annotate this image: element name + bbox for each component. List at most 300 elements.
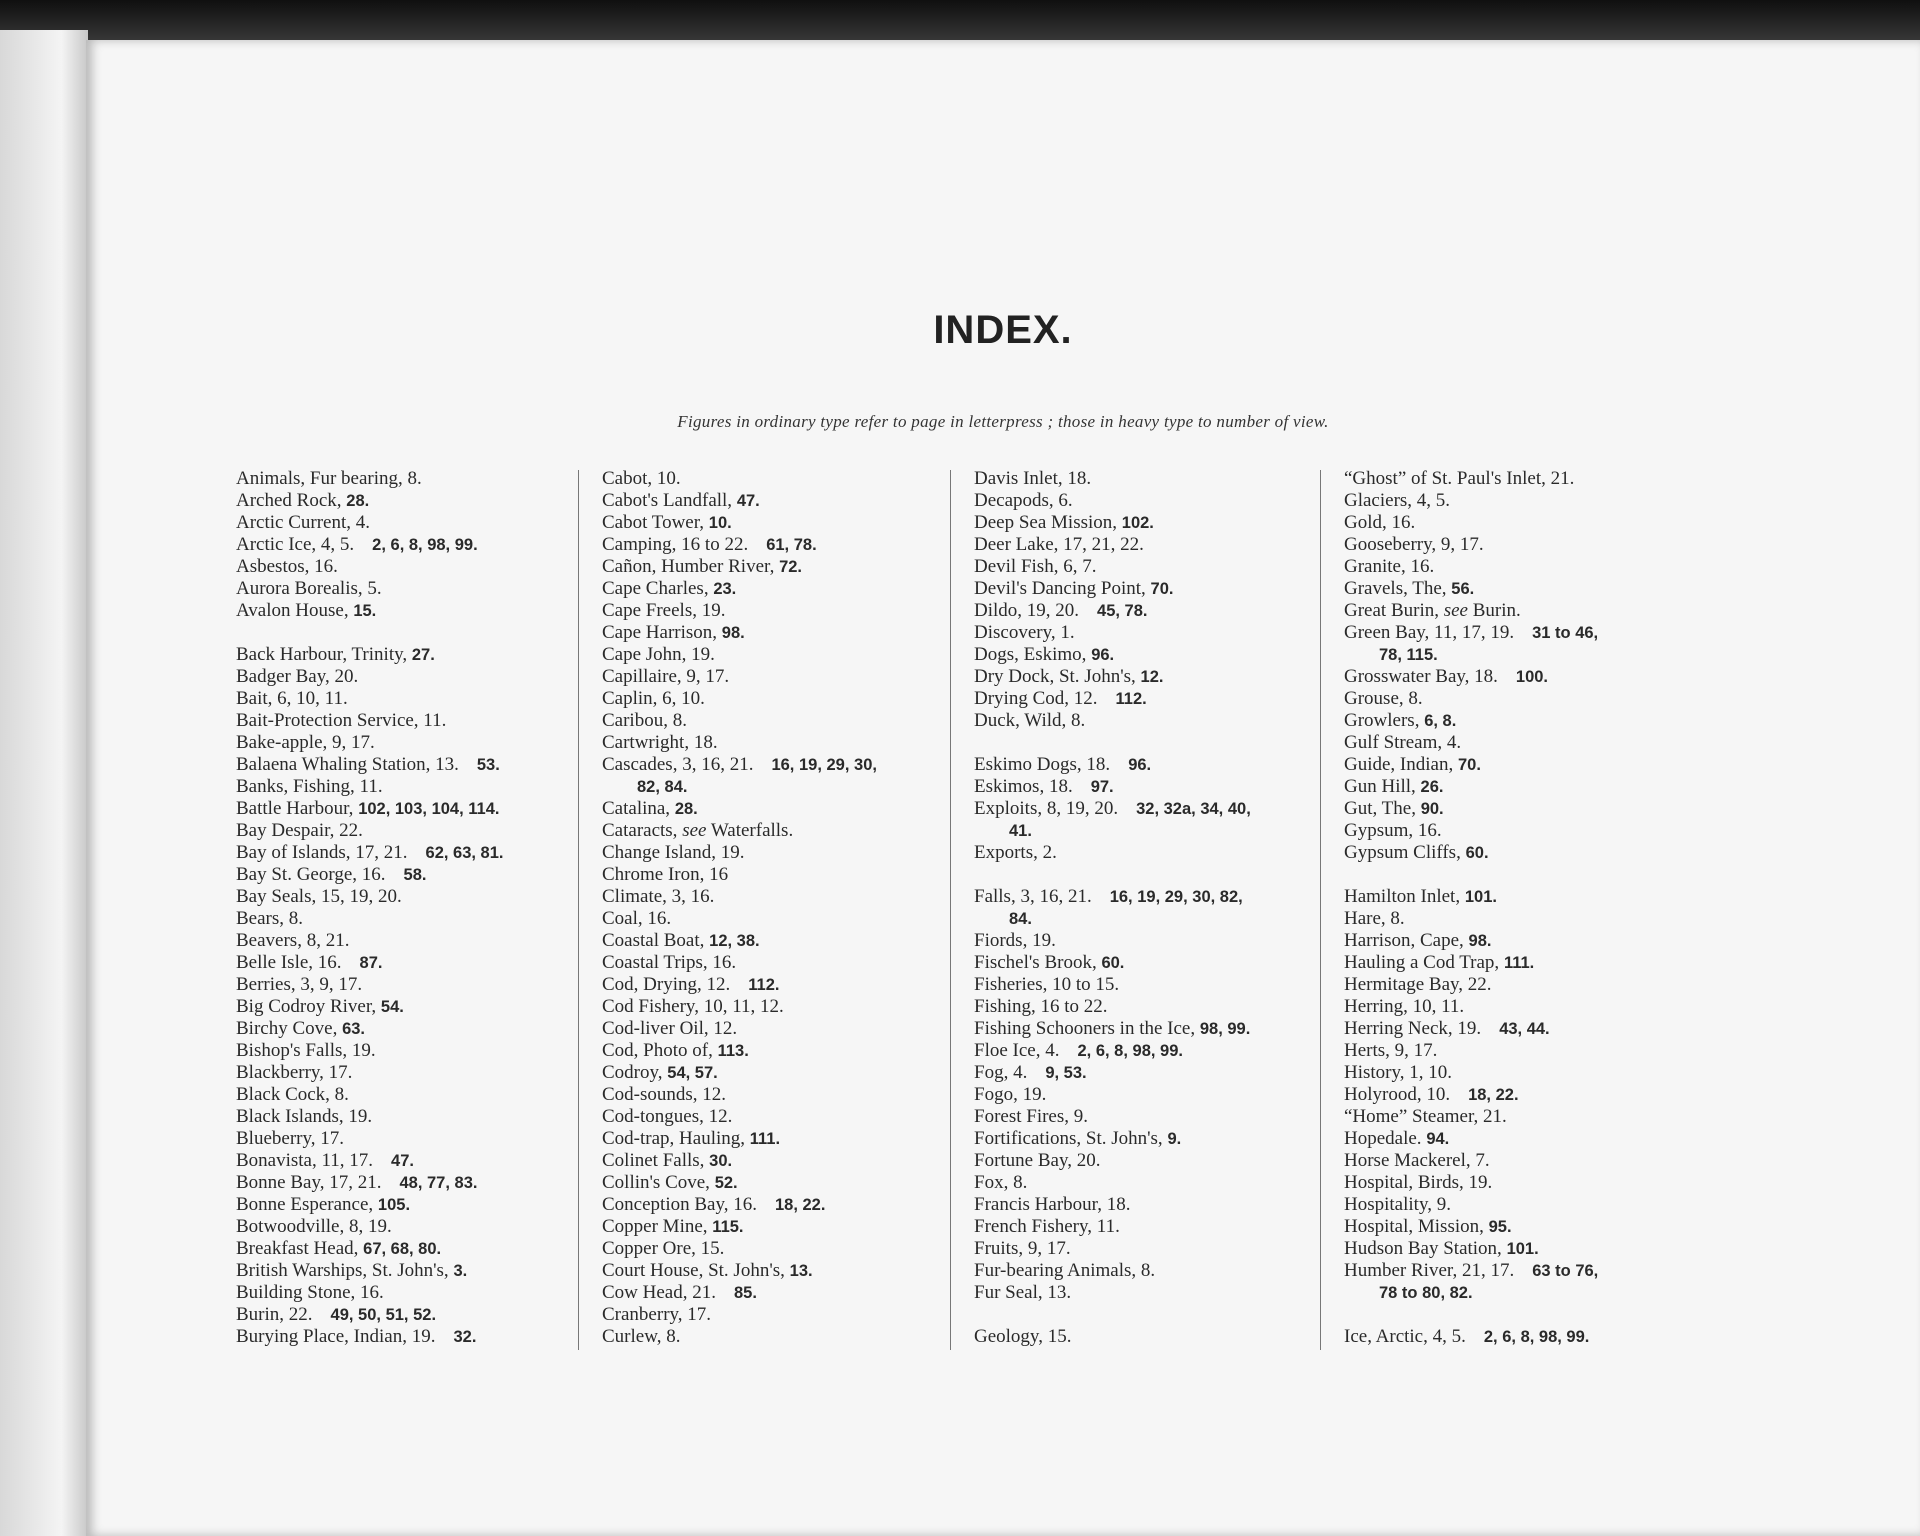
entry-text: Colinet Falls, [602, 1150, 710, 1171]
index-entry [974, 798, 1334, 820]
index-entry [1344, 468, 1704, 490]
entry-text: Cod-trap, Hauling, [602, 1128, 750, 1149]
entry-text: Fortune Bay, 20. [974, 1150, 1101, 1171]
index-entry [1344, 776, 1704, 798]
entry-view-numbers: 45, 78. [1097, 602, 1148, 620]
index-entry [1344, 1128, 1704, 1150]
entry-view-numbers: 62, 63, 81. [425, 844, 504, 862]
index-entry [236, 556, 596, 578]
entry-text: Falls, 3, 16, 21. [974, 886, 1092, 907]
entry-text: Collin's Cove, [602, 1172, 715, 1193]
entry-view-numbers: 70. [1457, 756, 1481, 774]
index-entry [1344, 512, 1704, 534]
index-entry [602, 490, 962, 512]
entry-view-numbers: 13. [789, 1262, 813, 1280]
index-entry [602, 930, 962, 952]
index-entry [1344, 556, 1704, 578]
index-entry [974, 1216, 1334, 1238]
entry-text: Animals, Fur bearing, 8. [236, 468, 422, 489]
entry-view-numbers: 16, 19, 29, 30, [771, 756, 877, 774]
entry-text: Bake-apple, 9, 17. [236, 732, 375, 753]
entry-text: Eskimo Dogs, 18. [974, 754, 1111, 775]
entry-view-numbers: 54, 57. [667, 1064, 718, 1082]
entry-view-numbers: 12, 38. [709, 932, 760, 950]
entry-text: Bait-Protection Service, 11. [236, 710, 447, 731]
entry-text: Great Burin, [1344, 600, 1444, 621]
index-entry [1344, 732, 1704, 754]
index-entry [236, 578, 596, 600]
entry-view-numbers: 111. [1503, 954, 1535, 972]
entry-view-numbers: 2, 6, 8, 98, 99. [372, 536, 478, 554]
index-entry-continuation [1344, 644, 1704, 666]
index-entry [236, 842, 596, 864]
entry-text: Fischel's Brook, [974, 952, 1102, 973]
entry-text: Granite, 16. [1344, 556, 1435, 577]
entry-view-numbers: 23. [713, 580, 737, 598]
entry-text: Hopedale. [1344, 1128, 1427, 1149]
entry-text: Berries, 3, 9, 17. [236, 974, 363, 995]
index-entry [602, 1018, 962, 1040]
entry-text: Cod, Photo of, [602, 1040, 718, 1061]
entry-view-numbers: 26. [1420, 778, 1444, 796]
entry-text: Drying Cod, 12. [974, 688, 1098, 709]
entry-view-numbers: 98. [721, 624, 745, 642]
index-entry [1344, 1172, 1704, 1194]
entry-text: Arctic Current, 4. [236, 512, 371, 533]
entry-text: Cranberry, 17. [602, 1304, 712, 1325]
index-entry [1344, 952, 1704, 974]
entry-view-numbers: 10. [708, 514, 732, 532]
index-entry [602, 820, 962, 842]
entry-text: Copper Mine, [602, 1216, 713, 1237]
index-entry [974, 754, 1334, 776]
index-entry [1344, 710, 1704, 732]
index-entry [236, 1062, 596, 1084]
index-entry [236, 1150, 596, 1172]
entry-view-numbers: 63 to 76, [1532, 1262, 1599, 1280]
entry-text: Bonne Esperance, [236, 1194, 378, 1215]
entry-text: Gypsum Cliffs, [1344, 842, 1466, 863]
entry-text: Aurora Borealis, 5. [236, 578, 382, 599]
entry-text: Discovery, 1. [974, 622, 1075, 643]
index-entry [1344, 1238, 1704, 1260]
entry-text-tail: Burin. [1468, 600, 1521, 621]
entry-text: Hauling a Cod Trap, [1344, 952, 1504, 973]
index-entry [236, 1128, 596, 1150]
index-entry [1344, 688, 1704, 710]
book-top-edge [0, 0, 1920, 44]
entry-view-numbers: 27. [411, 646, 435, 664]
entry-text: Fishing Schooners in the Ice, [974, 1018, 1200, 1039]
index-entry [1344, 1194, 1704, 1216]
entry-view-numbers: 87. [359, 954, 383, 972]
entry-text: Green Bay, 11, 17, 19. [1344, 622, 1515, 643]
entry-text: Bay Despair, 22. [236, 820, 363, 841]
entry-text: Holyrood, 10. [1344, 1084, 1451, 1105]
entry-see-reference: see [1443, 600, 1468, 621]
index-entry [236, 1084, 596, 1106]
index-entry [1344, 1062, 1704, 1084]
entry-view-numbers: 9. [1167, 1130, 1182, 1148]
index-entry [974, 1172, 1334, 1194]
entry-text: Blackberry, 17. [236, 1062, 353, 1083]
index-entry [1344, 1040, 1704, 1062]
index-entry [602, 710, 962, 732]
entry-view-numbers: 85. [733, 1284, 757, 1302]
index-entry-continuation [974, 908, 1334, 930]
index-entry [602, 1106, 962, 1128]
entry-text: Gulf Stream, 4. [1344, 732, 1462, 753]
index-entry [602, 732, 962, 754]
entry-text: Cascades, 3, 16, 21. [602, 754, 754, 775]
index-entry [602, 974, 962, 996]
index-column-2 [602, 468, 962, 1348]
index-entry [602, 1260, 962, 1282]
entry-text: Belle Isle, 16. [236, 952, 342, 973]
index-entry [974, 556, 1334, 578]
index-entry [236, 534, 596, 556]
entry-view-numbers: 49, 50, 51, 52. [330, 1306, 437, 1324]
entry-text: Fisheries, 10 to 15. [974, 974, 1120, 995]
entry-text: Cod-sounds, 12. [602, 1084, 727, 1105]
index-entry [602, 1282, 962, 1304]
entry-text: Hare, 8. [1344, 908, 1405, 929]
entry-text: Herring Neck, 19. [1344, 1018, 1482, 1039]
entry-text: Cod, Drying, 12. [602, 974, 731, 995]
entry-text: Cape Freels, 19. [602, 600, 726, 621]
entry-text: Cataracts, [602, 820, 683, 841]
index-entry [1344, 622, 1704, 644]
entry-text: Banks, Fishing, 11. [236, 776, 383, 797]
entry-view-numbers: 100. [1515, 668, 1549, 686]
index-entry [236, 1172, 596, 1194]
entry-text: Grosswater Bay, 18. [1344, 666, 1498, 687]
index-entry [236, 600, 596, 622]
index-entry [974, 1062, 1334, 1084]
index-entry [602, 512, 962, 534]
index-entry [974, 1194, 1334, 1216]
entry-view-numbers: 15. [353, 602, 377, 620]
entry-text: Change Island, 19. [602, 842, 745, 863]
index-entry [1344, 930, 1704, 952]
index-entry [974, 622, 1334, 644]
entry-text: Dildo, 19, 20. [974, 600, 1080, 621]
index-entry [602, 578, 962, 600]
index-entry [602, 556, 962, 578]
entry-text: Davis Inlet, 18. [974, 468, 1092, 489]
entry-view-numbers: 102. [1121, 514, 1154, 532]
entry-text: Fog, 4. [974, 1062, 1028, 1083]
entry-text: Beavers, 8, 21. [236, 930, 350, 951]
entry-text: Fiords, 19. [974, 930, 1056, 951]
entry-text: Copper Ore, 15. [602, 1238, 725, 1259]
index-entry [602, 1084, 962, 1106]
entry-view-numbers: 113. [717, 1042, 749, 1060]
entry-text: Duck, Wild, 8. [974, 710, 1086, 731]
entry-view-numbers: 43, 44. [1499, 1020, 1550, 1038]
entry-text: Gold, 16. [1344, 512, 1416, 533]
entry-text: Catalina, [602, 798, 675, 819]
entry-text: Capillaire, 9, 17. [602, 666, 730, 687]
entry-text: Hospitality, 9. [1344, 1194, 1451, 1215]
index-entry [974, 688, 1334, 710]
index-entry [974, 1326, 1334, 1348]
entry-text: Exploits, 8, 19, 20. [974, 798, 1119, 819]
index-entry [236, 820, 596, 842]
entry-text: Hospital, Mission, [1344, 1216, 1489, 1237]
index-entry [236, 490, 596, 512]
index-entry [974, 974, 1334, 996]
index-entry [1344, 886, 1704, 908]
index-entry [974, 490, 1334, 512]
entry-text: Glaciers, 4, 5. [1344, 490, 1451, 511]
entry-text: Cape Harrison, [602, 622, 722, 643]
index-entry [602, 908, 962, 930]
entry-text: Hudson Bay Station, [1344, 1238, 1507, 1259]
entry-text: Coal, 16. [602, 908, 672, 929]
entry-text: Bay St. George, 16. [236, 864, 386, 885]
entry-text: Fur-bearing Animals, 8. [974, 1260, 1156, 1281]
entry-view-numbers: 54. [380, 998, 404, 1016]
column-divider [950, 470, 951, 1350]
index-entry [236, 776, 596, 798]
entry-text: Fogo, 19. [974, 1084, 1047, 1105]
index-entry [602, 1172, 962, 1194]
entry-text: “Ghost” of St. Paul's Inlet, 21. [1344, 468, 1575, 489]
index-entry [236, 1260, 596, 1282]
entry-view-numbers: 30. [709, 1152, 733, 1170]
entry-text: Bay of Islands, 17, 21. [236, 842, 408, 863]
index-entry [974, 710, 1334, 732]
index-entry [974, 1128, 1334, 1150]
entry-view-numbers: 47. [391, 1152, 414, 1170]
entry-text: Cow Head, 21. [602, 1282, 716, 1303]
index-entry [1344, 996, 1704, 1018]
column-divider [1320, 470, 1321, 1350]
entry-text: Eskimos, 18. [974, 776, 1073, 797]
entry-text: Caribou, 8. [602, 710, 687, 731]
column-divider [578, 470, 579, 1350]
entry-text: Bonavista, 11, 17. [236, 1150, 374, 1171]
entry-view-numbers: 67, 68, 80. [363, 1240, 442, 1258]
entry-text: Gooseberry, 9, 17. [1344, 534, 1484, 555]
entry-view-numbers: 115. [712, 1218, 744, 1236]
entry-text: Camping, 16 to 22. [602, 534, 749, 555]
entry-view-numbers: 16, 19, 29, 30, 82, [1109, 888, 1243, 906]
index-entry [974, 1106, 1334, 1128]
entry-view-numbers: 12. [1140, 668, 1164, 686]
entry-text: Devil Fish, 6, 7. [974, 556, 1097, 577]
index-entry [602, 798, 962, 820]
entry-view-numbers: 72. [779, 558, 803, 576]
index-entry [602, 1040, 962, 1062]
index-entry [236, 710, 596, 732]
index-entry-continuation [1344, 1282, 1704, 1304]
index-page [86, 40, 1920, 1536]
entry-view-numbers: 47. [736, 492, 760, 510]
index-entry [236, 1194, 596, 1216]
entry-text: Big Codroy River, [236, 996, 381, 1017]
index-entry [974, 886, 1334, 908]
entry-view-numbers: 61, 78. [766, 536, 817, 554]
index-entry [1344, 600, 1704, 622]
index-entry [1344, 1018, 1704, 1040]
entry-text: Bonne Bay, 17, 21. [236, 1172, 382, 1193]
entry-text: Bay Seals, 15, 19, 20. [236, 886, 402, 907]
index-entry [236, 512, 596, 534]
index-entry [974, 776, 1334, 798]
entry-text: Gun Hill, [1344, 776, 1421, 797]
entry-text: Devil's Dancing Point, [974, 578, 1151, 599]
index-entry [602, 1216, 962, 1238]
index-entry [1344, 1216, 1704, 1238]
entry-view-numbers: 28. [346, 492, 370, 510]
entry-text: Cartwright, 18. [602, 732, 718, 753]
entry-view-numbers: 48, 77, 83. [399, 1174, 478, 1192]
index-entry [236, 754, 596, 776]
entry-text: Exports, 2. [974, 842, 1057, 863]
entry-view-numbers: 112. [1115, 690, 1147, 708]
index-entry [974, 1018, 1334, 1040]
index-entry [974, 600, 1334, 622]
index-section-gap [1344, 1304, 1704, 1326]
entry-view-numbers: 70. [1150, 580, 1174, 598]
index-column-4 [1344, 468, 1704, 1348]
entry-text: Chrome Iron, 16 [602, 864, 729, 885]
index-entry [236, 688, 596, 710]
index-entry-continuation [974, 820, 1334, 842]
entry-text: Codroy, [602, 1062, 668, 1083]
index-entry [974, 534, 1334, 556]
entry-view-numbers: 56. [1451, 580, 1475, 598]
index-entry [602, 864, 962, 886]
entry-text: Asbestos, 16. [236, 556, 338, 577]
entry-text: Fox, 8. [974, 1172, 1028, 1193]
entry-view-numbers: 101. [1506, 1240, 1539, 1258]
entry-text: Geology, 15. [974, 1326, 1072, 1347]
index-entry [974, 512, 1334, 534]
entry-text: Fortifications, St. John's, [974, 1128, 1168, 1149]
index-entry [602, 952, 962, 974]
entry-text: Dry Dock, St. John's, [974, 666, 1141, 687]
index-entry [974, 468, 1334, 490]
index-entry [1344, 908, 1704, 930]
index-entry [602, 534, 962, 556]
entry-view-numbers: 112. [748, 976, 780, 994]
index-entry [236, 1326, 596, 1348]
entry-text: Balaena Whaling Station, 13. [236, 754, 459, 775]
index-entry [602, 842, 962, 864]
index-entry [1344, 534, 1704, 556]
entry-view-numbers: 94. [1426, 1130, 1450, 1148]
index-entry [236, 864, 596, 886]
index-entry [236, 1018, 596, 1040]
entry-text: Growlers, [1344, 710, 1425, 731]
entry-view-numbers: 32, 32a, 34, 40, [1136, 800, 1251, 818]
entry-text: Coastal Boat, [602, 930, 710, 951]
entry-text: Badger Bay, 20. [236, 666, 359, 687]
entry-view-numbers: 98. [1468, 932, 1492, 950]
entry-text: Cabot, 10. [602, 468, 681, 489]
index-entry [1344, 842, 1704, 864]
page-subtitle: Figures in ordinary type refer to page in letterpress ; those in heavy type to number of view. [677, 412, 1329, 431]
entry-view-numbers: 97. [1090, 778, 1114, 796]
entry-view-numbers: 9, 53. [1045, 1064, 1087, 1082]
entry-text: Black Cock, 8. [236, 1084, 349, 1105]
index-entry [236, 798, 596, 820]
index-entry [974, 842, 1334, 864]
entry-text: Francis Harbour, 18. [974, 1194, 1131, 1215]
index-entry [1344, 1084, 1704, 1106]
index-entry [974, 1040, 1334, 1062]
entry-text: Bait, 6, 10, 11. [236, 688, 348, 709]
entry-view-numbers: 90. [1420, 800, 1444, 818]
index-entry [602, 1194, 962, 1216]
index-entry [974, 996, 1334, 1018]
entry-text: Cabot Tower, [602, 512, 709, 533]
entry-text: Cod-liver Oil, 12. [602, 1018, 738, 1039]
index-entry [602, 1128, 962, 1150]
entry-text: Floe Ice, 4. [974, 1040, 1060, 1061]
index-entry [1344, 1260, 1704, 1282]
index-entry [236, 952, 596, 974]
entry-text: Caplin, 6, 10. [602, 688, 705, 709]
entry-view-numbers: 2, 6, 8, 98, 99. [1077, 1042, 1183, 1060]
entry-view-numbers: 78 to 80, 82. [1379, 1284, 1473, 1302]
entry-text-tail: Waterfalls. [706, 820, 794, 841]
index-entry [1344, 754, 1704, 776]
index-entry [236, 732, 596, 754]
index-entry [974, 1282, 1334, 1304]
entry-view-numbers: 96. [1091, 646, 1115, 664]
index-entry [1344, 490, 1704, 512]
index-entry [236, 468, 596, 490]
entry-text: Fruits, 9, 17. [974, 1238, 1071, 1259]
entry-text: Hermitage Bay, 22. [1344, 974, 1492, 995]
entry-view-numbers: 32. [453, 1328, 477, 1346]
index-entry [974, 952, 1334, 974]
entry-text: Curlew, 8. [602, 1326, 681, 1347]
index-entry [1344, 1150, 1704, 1172]
entry-text: Ice, Arctic, 4, 5. [1344, 1326, 1466, 1347]
index-entry [602, 688, 962, 710]
index-entry-continuation [602, 776, 962, 798]
entry-text: Horse Mackerel, 7. [1344, 1150, 1490, 1171]
entry-text: “Home” Steamer, 21. [1344, 1106, 1507, 1127]
index-entry [974, 644, 1334, 666]
entry-view-numbers: 2, 6, 8, 98, 99. [1483, 1328, 1590, 1346]
entry-text: Guide, Indian, [1344, 754, 1458, 775]
index-section-gap [236, 622, 596, 644]
index-entry [236, 886, 596, 908]
entry-text: Fur Seal, 13. [974, 1282, 1072, 1303]
entry-text: Cape Charles, [602, 578, 714, 599]
index-entry [236, 1216, 596, 1238]
index-entry [1344, 974, 1704, 996]
entry-view-numbers: 102, 103, 104, 114. [358, 800, 500, 818]
index-entry [974, 930, 1334, 952]
index-entry [602, 1326, 962, 1348]
entry-text: Decapods, 6. [974, 490, 1073, 511]
entry-text: British Warships, St. John's, [236, 1260, 454, 1281]
index-entry [602, 1062, 962, 1084]
entry-text: Cod Fishery, 10, 11, 12. [602, 996, 784, 1017]
index-section-gap [974, 1304, 1334, 1326]
entry-text: Arched Rock, [236, 490, 347, 511]
page-title: INDEX. [933, 308, 1073, 352]
index-entry [236, 644, 596, 666]
index-entry [1344, 1106, 1704, 1128]
